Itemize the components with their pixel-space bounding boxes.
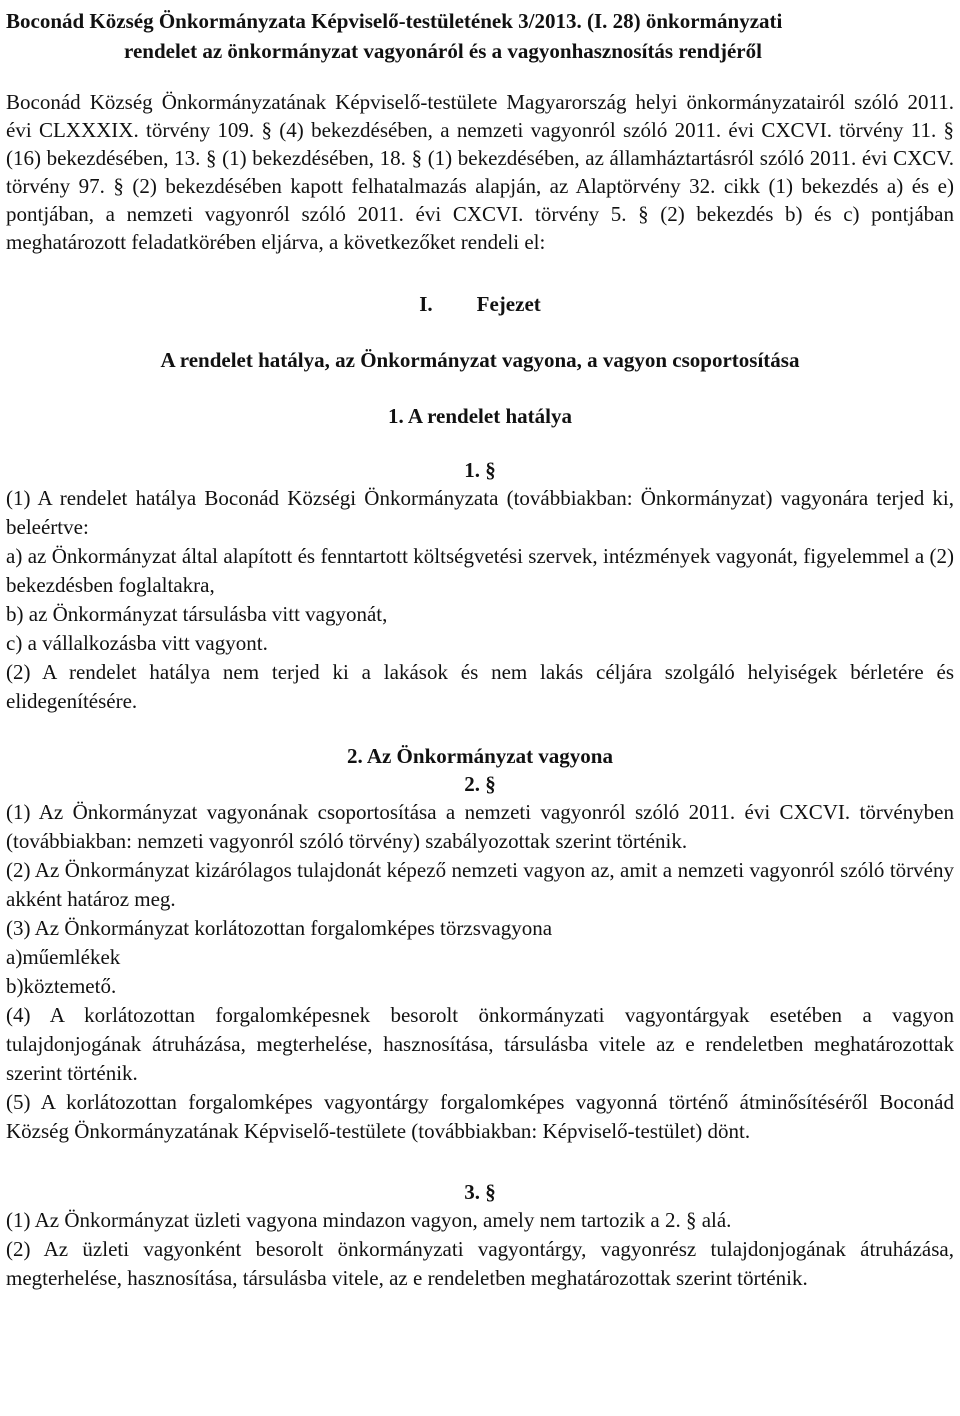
preamble: Boconád Község Önkormányzatának Képviselő-testülete Magyarország helyi önkormányzatairól szóló 2011. évi CLXXXIX. törvény 109. § (4) bekezdésében, a nemzeti vagyonról szóló 2011. évi CXCVI. törvény 11. § (16) bekezdésében, 13. § (1) bekezdésében, 18. § (1) bekezdésében, az államháztartásról szóló 2011. évi CXCV. törvény 97. § (2) bekezdésében kapott felhatalmazás alapján, az Alaptörvény 32. cikk (1) bekezdés a) és e) pontjában, a nemzeti vagyonról szóló 2011. évi CXCVI. törvény 5. § (2) bekezdés b) és c) pontjában meghatározott feladatkörében eljárva, a következőket rendeli el: <box>6 90 954 254</box>
paragraph-number-1: 1. § <box>464 458 496 482</box>
paragraph-2-clause: (1) Az Önkormányzat vagyonának csoportosítása a nemzeti vagyonról szóló 2011. évi CXCVI. törvényben (továbbiakban: nemzeti vagyonról szóló törvény) szabályozottak szerint történik. <box>6 800 954 853</box>
paragraph-2-clause: (3) Az Önkormányzat korlátozottan forgalomképes törzsvagyona <box>6 916 553 940</box>
title-line-2: rendelet az önkormányzat vagyonáról és a vagyonhasznosítás rendjéről <box>124 39 762 63</box>
paragraph-3-clause: (1) Az Önkormányzat üzleti vagyona mindazon vagyon, amely nem tartozik a 2. § alá. <box>6 1208 732 1232</box>
paragraph-1-clause: a) az Önkormányzat által alapított és fenntartott költségvetési szervek, intézmények vagyonát, figyelemmel a (2) bekezdésben foglaltakra, <box>6 544 954 597</box>
section-title-1: 1. A rendelet hatálya <box>388 404 572 428</box>
chapter-heading <box>6 290 954 318</box>
title-line-1: Boconád Község Önkormányzata Képviselő-testületének 3/2013. (I. 28) önkormányzati <box>6 9 783 33</box>
chapter-title: A rendelet hatálya, az Önkormányzat vagyona, a vagyon csoportosítása <box>160 348 800 372</box>
paragraph-2-clause: (2) Az Önkormányzat kizárólagos tulajdonát képező nemzeti vagyon az, amit a nemzeti vagyonról szóló törvény akként határoz meg. <box>6 858 954 911</box>
paragraph-2-clause: (5) A korlátozottan forgalomképes vagyontárgy forgalomképes vagyonná történő átminősítéséről Boconád Község Önkormányzatának Képviselő-testülete (továbbiakban: Képviselő-testület) dönt. <box>6 1090 954 1143</box>
paragraph-1-clause: b) az Önkormányzat társulásba vitt vagyonát, <box>6 602 388 626</box>
paragraph-1-clause: (1) A rendelet hatálya Boconád Községi Önkormányzata (továbbiakban: Önkormányzat) vagyonára terjed ki, beleértve: <box>6 486 954 539</box>
paragraph-2-clause: (4) A korlátozottan forgalomképesnek besorolt önkormányzati vagyontárgyak esetében a vagyon tulajdonjogának átruházása, megterhelése, hasznosítása, társulásba vitele az e rendeletben meghatározottak szerint történik. <box>6 1003 954 1085</box>
paragraph-2-clause: b)köztemető. <box>6 974 117 998</box>
paragraph-1-clause: c) a vállalkozásba vitt vagyont. <box>6 631 268 655</box>
paragraph-3-clause: (2) Az üzleti vagyonként besorolt önkormányzati vagyontárgy, vagyonrész tulajdonjogának átruházása, megterhelése, hasznosítása, társulásba vitele, az e rendeletben meghatározottak szerint történik. <box>6 1237 954 1290</box>
paragraph-number-2: 2. § <box>464 772 496 796</box>
paragraph-2-clause: a)műemlékek <box>6 945 121 969</box>
chapter-number: I. <box>419 292 433 316</box>
chapter-label: Fejezet <box>476 292 541 316</box>
document-title <box>6 6 954 66</box>
paragraph-number-3: 3. § <box>464 1180 496 1204</box>
section-title-2: 2. Az Önkormányzat vagyona <box>346 744 613 768</box>
paragraph-1-clause: (2) A rendelet hatálya nem terjed ki a lakások és nem lakás céljára szolgáló helyiségek bérletére és elidegenítésére. <box>6 660 954 713</box>
